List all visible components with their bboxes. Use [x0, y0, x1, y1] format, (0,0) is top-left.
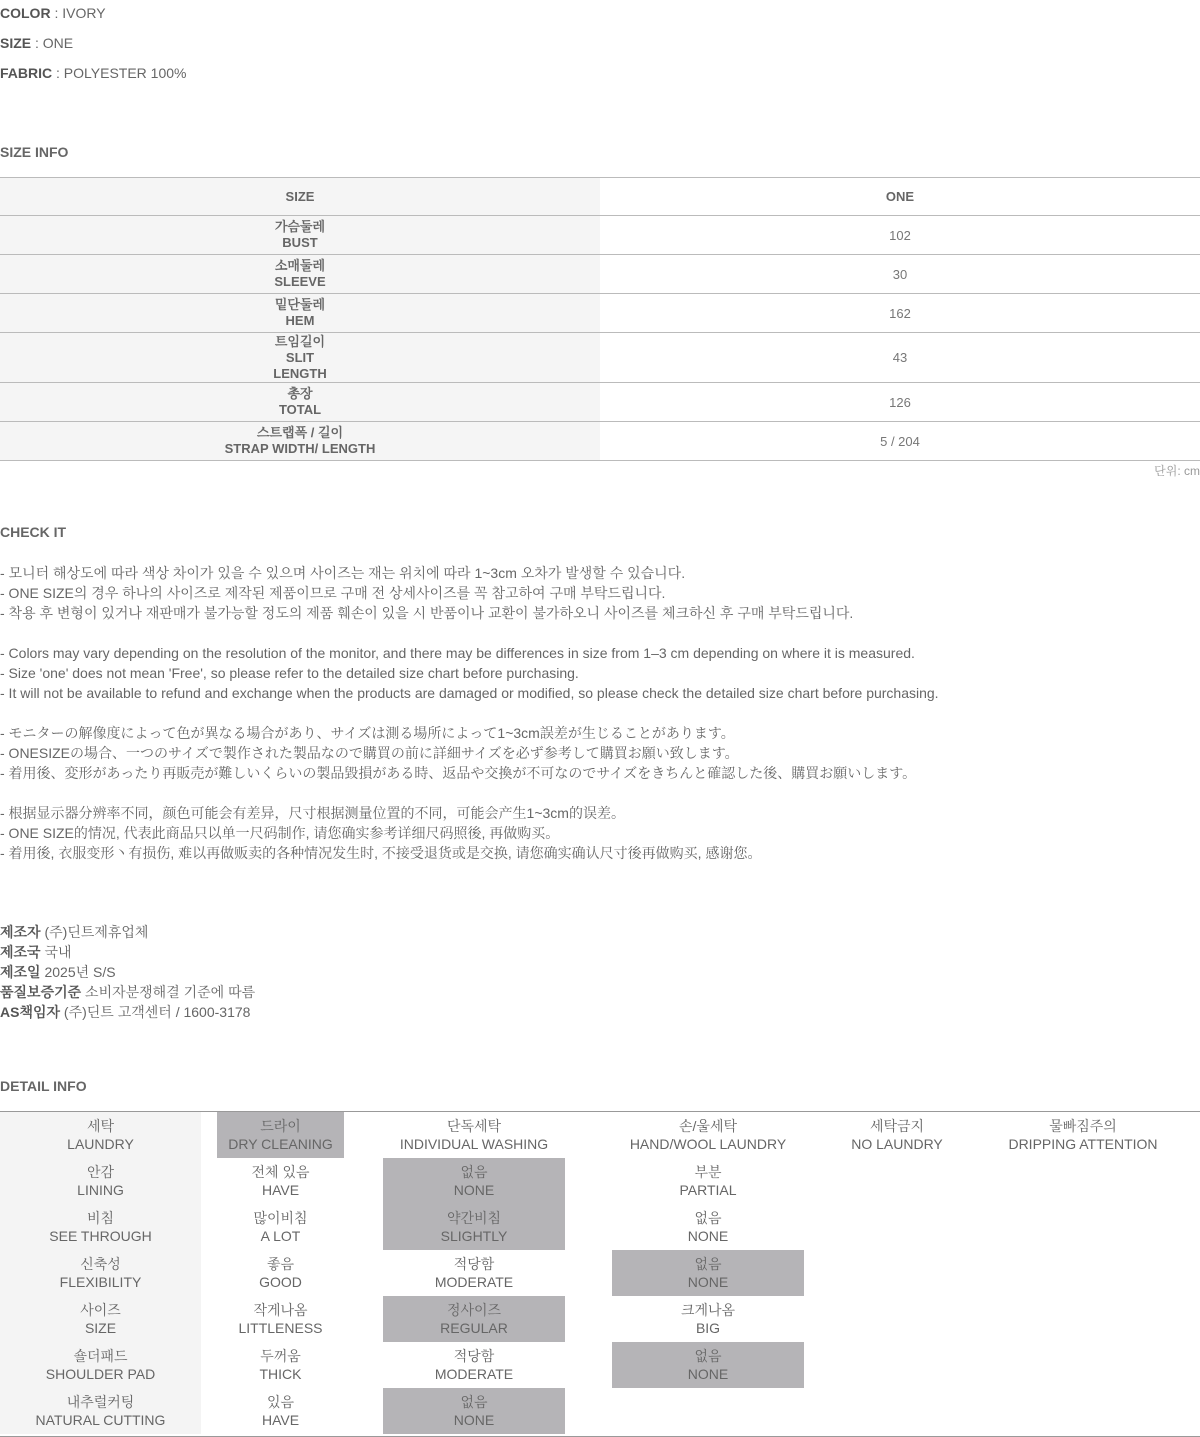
detail-row-label-line: 사이즈: [80, 1302, 121, 1318]
detail-row-label-line: LAUNDRY: [67, 1136, 134, 1152]
detail-option-en: SLIGHTLY: [440, 1228, 508, 1244]
size-info-title: SIZE INFO: [0, 144, 69, 160]
detail-row-label: [0, 1296, 201, 1342]
detail-option-ko: 없음: [460, 1164, 488, 1180]
size-row-label-line: BUST: [282, 235, 318, 250]
detail-option: [612, 1204, 804, 1250]
size-row-value: 102: [889, 227, 911, 243]
detail-option-ko: 약간비침: [446, 1210, 502, 1226]
detail-option: [612, 1250, 804, 1296]
detail-option-ko: 정사이즈: [446, 1302, 502, 1318]
detail-option-en: A LOT: [260, 1228, 301, 1244]
size-header-label: [0, 178, 600, 215]
size-table-row: [0, 294, 1200, 333]
detail-option: [383, 1204, 565, 1250]
detail-option-en: DRY CLEANING: [228, 1136, 333, 1152]
detail-option: [217, 1250, 344, 1296]
detail-option-ko: 세탁금지: [869, 1118, 925, 1134]
check-it-line: - ONE SIZE的情况, 代表此商品只以单一尺码制作, 请您确实参考详细尺码照後, 再做购买。: [0, 825, 560, 841]
size-row-value: 30: [892, 266, 908, 282]
detail-option-en: DRIPPING ATTENTION: [1008, 1136, 1158, 1152]
size-table-row: [0, 255, 1200, 294]
detail-option-ko: 드라이: [260, 1118, 301, 1134]
size-row-label-line: 밑단둘레: [274, 297, 326, 312]
size-row-label-line: 소매둘레: [274, 258, 326, 273]
detail-option: [383, 1388, 565, 1434]
detail-option: [217, 1112, 344, 1158]
size-row-label-line: HEM: [285, 313, 315, 328]
maker-info-label: AS책임자: [0, 1004, 61, 1020]
check-it-line: - ONESIZEの場合、一つのサイズで製作された製品なので購買の前に詳細サイズを必ず参考して購買お願い致します。: [0, 745, 739, 761]
size-row-label-line: SLEEVE: [274, 274, 326, 289]
size-row-value: 5 / 204: [880, 433, 920, 449]
check-it-line: - Size 'one' does not mean 'Free', so please refer to the detailed size chart before purchasing.: [0, 665, 579, 681]
size-header-label-text: SIZE: [285, 188, 315, 204]
check-it-line: - 모니터 해상도에 따라 색상 차이가 있을 수 있으며 사이즈는 재는 위치에 따라 1~3cm 오차가 발생할 수 있습니다.: [0, 565, 686, 581]
detail-option-en: NONE: [687, 1366, 729, 1382]
spec-value: ONE: [42, 35, 74, 51]
size-row-label: [0, 422, 600, 460]
detail-option-en: INDIVIDUAL WASHING: [399, 1136, 549, 1152]
detail-option-ko: 전체 있음: [251, 1164, 310, 1180]
maker-info-line: [0, 1002, 250, 1022]
detail-table: [0, 1111, 1200, 1437]
detail-option-ko: 두꺼움: [260, 1348, 301, 1364]
size-row-label: [0, 333, 600, 382]
spec-value: POLYESTER 100%: [63, 65, 187, 81]
size-table-row: [0, 422, 1200, 461]
spec-label: FABRIC: [0, 65, 53, 81]
detail-option: [383, 1250, 565, 1296]
size-row-value: 162: [889, 305, 911, 321]
detail-row-label-line: NATURAL CUTTING: [35, 1412, 166, 1428]
detail-option-en: NONE: [453, 1412, 495, 1428]
unit-note: 단위: cm: [1154, 464, 1200, 478]
check-it-line: - ONE SIZE의 경우 하나의 사이즈로 제작된 제품이므로 구매 전 상세사이즈를 꼭 참고하여 구매 부탁드립니다.: [0, 585, 666, 601]
maker-info-value: (주)딘트 고객센터 / 1600-3178: [63, 1004, 251, 1020]
detail-row-label-line: SEE THROUGH: [49, 1228, 152, 1244]
detail-option: [612, 1112, 804, 1158]
detail-row-label-line: 안감: [86, 1164, 115, 1180]
detail-option-ko: 손/울세탁: [679, 1118, 737, 1134]
size-row-label: [0, 383, 600, 421]
check-it-line: - It will not be available to refund and exchange when the products are damaged or modified, so please check the detailed size chart before purchasing.: [0, 685, 939, 701]
size-row-value: 43: [892, 350, 908, 365]
size-row-label-line: 트임길이: [274, 333, 326, 349]
size-row-label: [0, 216, 600, 254]
detail-row-label: [0, 1204, 201, 1250]
size-row-label-line: STRAP WIDTH/ LENGTH: [224, 441, 376, 456]
check-it-line: - 根据显示器分辨率不同，颜色可能会有差异，尺寸根据测量位置的不同，可能会产生1~3cm的误差。: [0, 805, 625, 821]
check-it-line: - 着用後, 衣服变形丶有损伤, 难以再做贩卖的各种情况发生时, 不接受退货或是交换, 请您确实确认尺寸後再做购买, 感谢您。: [0, 845, 762, 861]
detail-option-en: NONE: [687, 1228, 729, 1244]
spec-label: COLOR: [0, 5, 51, 21]
detail-option: [383, 1296, 565, 1342]
detail-option-ko: 좋음: [266, 1256, 295, 1272]
detail-option: [383, 1158, 565, 1204]
detail-option-en: BIG: [695, 1320, 721, 1336]
detail-row-label-line: 숄더패드: [73, 1348, 128, 1364]
detail-option-en: HAND/WOOL LAUNDRY: [629, 1136, 787, 1152]
detail-row-label: [0, 1158, 201, 1204]
detail-option: [217, 1342, 344, 1388]
detail-option: [217, 1204, 344, 1250]
detail-option-ko: 적당함: [453, 1256, 495, 1272]
detail-row-label-line: SHOULDER PAD: [45, 1366, 156, 1382]
detail-option-en: MODERATE: [434, 1366, 514, 1382]
maker-info-line: [0, 982, 255, 1002]
detail-row-label-line: SIZE: [84, 1320, 117, 1336]
size-row-label-line: 스트랩폭 / 길이: [256, 425, 344, 440]
check-it-line: - 着用後、変形があったり再販売が難しいくらいの製品毀損がある時、返品や交換が不可なのでサイズをきちんと確認した後、購買お願いします。: [0, 765, 917, 781]
detail-option: [612, 1158, 804, 1204]
detail-option-ko: 단독세탁: [446, 1118, 502, 1134]
size-row-label: [0, 255, 600, 293]
detail-option-en: NONE: [687, 1274, 729, 1290]
size-row-value: 126: [889, 394, 911, 410]
detail-row-label-line: 신축성: [80, 1256, 121, 1272]
detail-row-label-line: 내추럴커팅: [66, 1394, 135, 1410]
size-table: [0, 177, 1200, 461]
maker-info-label: 품질보증기준: [0, 984, 82, 1000]
spec-value: IVORY: [62, 5, 106, 21]
detail-option-ko: 없음: [694, 1348, 722, 1364]
size-row-label-line: SLIT: [285, 349, 315, 365]
detail-option-ko: 물빠짐주의: [1049, 1118, 1117, 1134]
detail-option: [612, 1342, 804, 1388]
maker-info-line: [0, 942, 72, 962]
detail-option-ko: 있음: [266, 1394, 295, 1410]
detail-option-en: REGULAR: [440, 1320, 508, 1336]
detail-option-ko: 부분: [694, 1164, 722, 1180]
detail-option-en: HAVE: [261, 1182, 300, 1198]
maker-info-value: (주)딘트제휴업체: [44, 924, 149, 940]
maker-info-line: [0, 962, 116, 982]
detail-row-label-line: 비침: [86, 1210, 115, 1226]
detail-info-title: DETAIL INFO: [0, 1078, 87, 1094]
size-table-row: [0, 333, 1200, 383]
spec-color: COLOR : IVORY: [0, 5, 106, 21]
check-it-line: - モニターの解像度によって色が異なる場合があり、サイズは測る場所によって1~3cm誤差が生じることがあります。: [0, 725, 735, 741]
detail-option-en: HAVE: [261, 1412, 300, 1428]
detail-option-ko: 적당함: [453, 1348, 495, 1364]
check-it-line: - 착용 후 변형이 있거나 재판매가 불가능할 정도의 제품 훼손이 있을 시 반품이나 교환이 불가하오니 사이즈를 체크하신 후 구매 부탁드립니다.: [0, 605, 854, 621]
size-header-value-text: ONE: [885, 189, 915, 204]
detail-row-label: [0, 1250, 201, 1296]
size-row-label-line: 총장: [287, 386, 313, 401]
detail-option-ko: 없음: [694, 1210, 722, 1226]
size-header-value: [600, 178, 1200, 215]
detail-option-en: NONE: [453, 1182, 495, 1198]
maker-info-label: 제조자: [0, 924, 41, 940]
maker-info-value: 2025년 S/S: [44, 964, 116, 980]
detail-option: [217, 1388, 344, 1434]
detail-option-en: LITTLENESS: [238, 1320, 323, 1336]
size-table-row: [0, 216, 1200, 255]
detail-option-en: MODERATE: [434, 1274, 514, 1290]
maker-info-label: 제조일: [0, 964, 41, 980]
detail-option-ko: 없음: [694, 1256, 722, 1272]
maker-info-label: 제조국: [0, 944, 41, 960]
detail-option-ko: 작게나옴: [253, 1302, 308, 1318]
detail-row-label-line: 세탁: [86, 1118, 115, 1134]
size-row-label-line: TOTAL: [278, 402, 322, 417]
spec-label: SIZE: [0, 35, 32, 51]
detail-option-ko: 크게나옴: [680, 1302, 736, 1318]
detail-option-en: THICK: [259, 1366, 302, 1382]
maker-info-value: 소비자분쟁해결 기준에 따름: [85, 984, 256, 1000]
size-row-label-line: LENGTH: [273, 365, 327, 381]
detail-option-ko: 많이비침: [253, 1210, 308, 1226]
detail-option: [612, 1296, 804, 1342]
detail-option: [217, 1296, 344, 1342]
detail-option: [990, 1112, 1176, 1158]
detail-option: [804, 1112, 990, 1158]
detail-option-en: PARTIAL: [679, 1182, 737, 1198]
size-row-label-line: 가슴둘레: [274, 219, 326, 234]
spec-size: SIZE : ONE: [0, 35, 74, 51]
size-table-header: [0, 178, 1200, 216]
detail-row-label-line: LINING: [77, 1182, 124, 1198]
maker-info-line: [0, 922, 148, 942]
detail-row-label-line: FLEXIBILITY: [59, 1274, 142, 1290]
detail-option: [217, 1158, 344, 1204]
check-it-title: CHECK IT: [0, 524, 67, 540]
check-it-line: - Colors may vary depending on the resolution of the monitor, and there may be differences in size from 1–3 cm depending on where it is measured.: [0, 645, 915, 661]
maker-info-value: 국내: [44, 944, 72, 960]
detail-row-label: [0, 1342, 201, 1388]
detail-option: [383, 1342, 565, 1388]
detail-option-ko: 없음: [460, 1394, 488, 1410]
detail-option-en: NO LAUNDRY: [851, 1136, 943, 1152]
detail-option: [383, 1112, 565, 1158]
size-row-label: [0, 294, 600, 332]
size-table-row: [0, 383, 1200, 422]
detail-row-label: [0, 1112, 201, 1158]
detail-option-en: GOOD: [259, 1274, 302, 1290]
detail-row-label: [0, 1388, 201, 1434]
spec-fabric: FABRIC : POLYESTER 100%: [0, 65, 187, 81]
